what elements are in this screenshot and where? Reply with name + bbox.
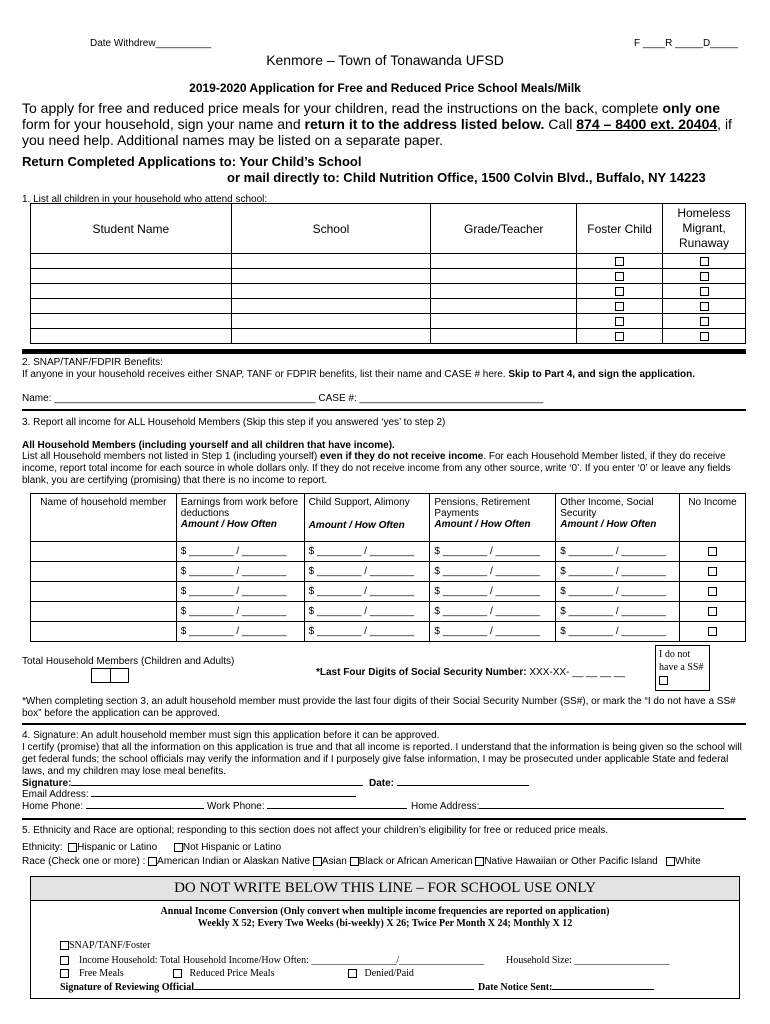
homeless-checkbox[interactable] (700, 272, 709, 281)
col-member-name: Name of household member (31, 494, 177, 542)
divider (22, 818, 746, 820)
col-student-name: Student Name (31, 204, 232, 254)
section3-instructions: List all Household members not listed in Step 1 (including yourself) even if they do not receive income. For each Household Member listed, if they do receive income, report total income for each source in whole dollars only. If they do not receive income from any other source, write ‘0’. If you enter ‘0’ or leave any fields blank, you are certifying (promising) that there is no income to report. (22, 451, 731, 486)
income-table (30, 493, 746, 642)
col-child-support: Child Support, Alimony Amount / How Often (304, 494, 430, 542)
race-am-indian-checkbox[interactable] (148, 857, 157, 866)
household-size: Household Size: ___________________ (506, 955, 670, 966)
section3-label: 3. Report all income for ALL Household Members (Skip this step if you answered ‘yes’ to step 2) (22, 417, 446, 428)
snap-name-case[interactable]: Name: _______________________________________________ CASE #: _________________________________ (22, 393, 544, 404)
col-homeless: Homeless Migrant, Runaway (663, 204, 746, 254)
date-notice-sent[interactable]: Date Notice Sent: (478, 982, 654, 993)
not-hispanic-checkbox[interactable] (174, 843, 183, 852)
snap-office: SNAP/TANF/Foster (60, 940, 150, 951)
divider (22, 349, 746, 354)
section4-label: 4. Signature: An adult household member must sign this application before it can be approved. (22, 730, 440, 741)
income-household-office: Income Household: Total Household Income/How Often: _________________/_________________ (60, 955, 484, 966)
race-asian-checkbox[interactable] (313, 857, 322, 866)
return-line-1: Return Completed Applications to: Your Child’s School (22, 154, 362, 169)
home-address-field[interactable]: Home Address: (411, 801, 724, 812)
table-row: $ ________ / ________ $ ________ / ________ $ ________ / ________ $ ________ / ________ (31, 602, 746, 622)
homeless-checkbox[interactable] (700, 302, 709, 311)
frd-codes: F ____R _____D_____ (634, 38, 738, 49)
divider (22, 723, 746, 725)
foster-checkbox[interactable] (615, 317, 624, 326)
no-income-checkbox[interactable] (708, 567, 717, 576)
no-income-checkbox[interactable] (708, 607, 717, 616)
table-row (31, 269, 746, 284)
reduced-meals-option: Reduced Price Meals (173, 968, 274, 979)
divider (22, 409, 746, 411)
all-members-heading: All Household Members (including yourself and all children that have income). (22, 440, 395, 451)
col-foster-child: Foster Child (577, 204, 663, 254)
income-table-header (31, 494, 746, 542)
ssn-label: *Last Four Digits of Social Security Number: XXX-XX- __ __ __ __ (316, 667, 625, 678)
no-income-checkbox[interactable] (708, 547, 717, 556)
children-table-header (31, 204, 746, 254)
col-grade-teacher: Grade/Teacher (431, 204, 577, 254)
conversion-line-2: Weekly X 52; Every Two Weeks (bi-weekly) X 26; Twice Per Month X 24; Monthly X 12 (197, 918, 573, 929)
foster-checkbox[interactable] (615, 302, 624, 311)
office-use-banner: DO NOT WRITE BELOW THIS LINE – FOR SCHOOL USE ONLY (30, 876, 740, 901)
table-row (31, 299, 746, 314)
col-school: School (231, 204, 431, 254)
foster-checkbox[interactable] (615, 257, 624, 266)
no-ssn-box[interactable]: I do not have a SS# (655, 645, 710, 691)
table-row (31, 254, 746, 269)
home-phone-field[interactable]: Home Phone: (22, 801, 204, 812)
ethnicity-row: Ethnicity: Hispanic or Latino Not Hispanic or Latino (22, 842, 282, 853)
table-row (31, 314, 746, 329)
foster-checkbox[interactable] (615, 272, 624, 281)
income-household-checkbox[interactable] (60, 956, 69, 965)
no-income-checkbox[interactable] (708, 627, 717, 636)
section2-label: 2. SNAP/TANF/FDPIR Benefits: (22, 357, 163, 368)
no-income-checkbox[interactable] (708, 587, 717, 596)
reduced-meals-checkbox[interactable] (173, 969, 182, 978)
table-row (31, 284, 746, 299)
col-no-income: No Income (680, 494, 746, 542)
table-row: $ ________ / ________ $ ________ / ________ $ ________ / ________ $ ________ / ________ (31, 562, 746, 582)
denied-option: Denied/Paid (348, 968, 414, 979)
race-hawaiian-checkbox[interactable] (475, 857, 484, 866)
return-line-2: or mail directly to: Child Nutrition Office, 1500 Colvin Blvd., Buffalo, NY 14223 (227, 170, 706, 185)
table-row: $ ________ / ________ $ ________ / ________ $ ________ / ________ $ ________ / ________ (31, 582, 746, 602)
foster-checkbox[interactable] (615, 332, 624, 341)
race-black-checkbox[interactable] (350, 857, 359, 866)
snap-office-checkbox[interactable] (60, 941, 69, 950)
date-withdrew: Date Withdrew__________ (90, 38, 212, 49)
section1-label: 1. List all children in your household who attend school: (22, 194, 268, 205)
no-ssn-checkbox[interactable] (659, 676, 668, 685)
district-title: Kenmore – Town of Tonawanda UFSD (266, 52, 504, 68)
ssn-note: *When completing section 3, an adult household member must provide the last four digits of their Social Security Number (SS#), or mark the “I do not have a SS# box” before the application can be approved. (22, 696, 736, 719)
email-field[interactable]: Email Address: (22, 789, 356, 800)
foster-checkbox[interactable] (615, 287, 624, 296)
col-earnings: Earnings from work before deductions Amount / How Often (176, 494, 304, 542)
application-title: 2019-2020 Application for Free and Reduced Price School Meals/Milk (189, 81, 581, 95)
homeless-checkbox[interactable] (700, 332, 709, 341)
homeless-checkbox[interactable] (700, 317, 709, 326)
table-row: $ ________ / ________ $ ________ / ________ $ ________ / ________ $ ________ / ________ (31, 622, 746, 642)
certification-text: I certify (promise) that all the information on this application is true and that all income is reported. I understand that the information is being given so the school will get federal funds; the school officials may verify the information and if I purposely give false information, I may be prosecuted under applicable State and federal laws, and my children may lose meal benefits. (22, 742, 742, 777)
free-meals-option: Free Meals (60, 968, 124, 979)
hispanic-checkbox[interactable] (68, 843, 77, 852)
col-other-income: Other Income, Social Security Amount / How Often (556, 494, 680, 542)
homeless-checkbox[interactable] (700, 287, 709, 296)
race-row: Race (Check one or more) : American Indian or Alaskan Native Asian Black or African American Native Hawaiian or Other Pacific Island White (22, 856, 701, 867)
section2-text: If anyone in your household receives either SNAP, TANF or FDPIR benefits, list their name and CASE # here. Skip to Part 4, and sign the application. (22, 369, 696, 380)
table-row (31, 329, 746, 344)
table-row: $ ________ / ________ $ ________ / ________ $ ________ / ________ $ ________ / ________ (31, 542, 746, 562)
work-phone-field[interactable]: Work Phone: (207, 801, 407, 812)
col-pensions: Pensions, Retirement Payments Amount / How Often (430, 494, 556, 542)
free-meals-checkbox[interactable] (60, 969, 69, 978)
section5-label: 5. Ethnicity and Race are optional; responding to this section does not affect your children’s eligibility for free or reduced price meals. (22, 825, 609, 836)
homeless-checkbox[interactable] (700, 257, 709, 266)
total-members-box[interactable] (91, 668, 129, 683)
conversion-line-1: Annual Income Conversion (Only convert when multiple income frequencies are reported on application) (160, 906, 610, 917)
total-members-label: Total Household Members (Children and Adults) (22, 656, 235, 667)
date-field[interactable]: Date: (369, 778, 529, 789)
race-white-checkbox[interactable] (666, 857, 675, 866)
intro-paragraph: To apply for free and reduced price meals for your children, read the instructions on the back, complete only one form for your household, sign your name and return it to the address listed below. Call 874 – 8400 ext. 20404, if you need help. Additional names may be listed on a separate paper. (22, 100, 732, 148)
denied-checkbox[interactable] (348, 969, 357, 978)
signature-field[interactable]: Signature: (22, 778, 363, 789)
children-table (30, 203, 746, 344)
official-signature[interactable]: Signature of Reviewing Official (60, 982, 474, 993)
